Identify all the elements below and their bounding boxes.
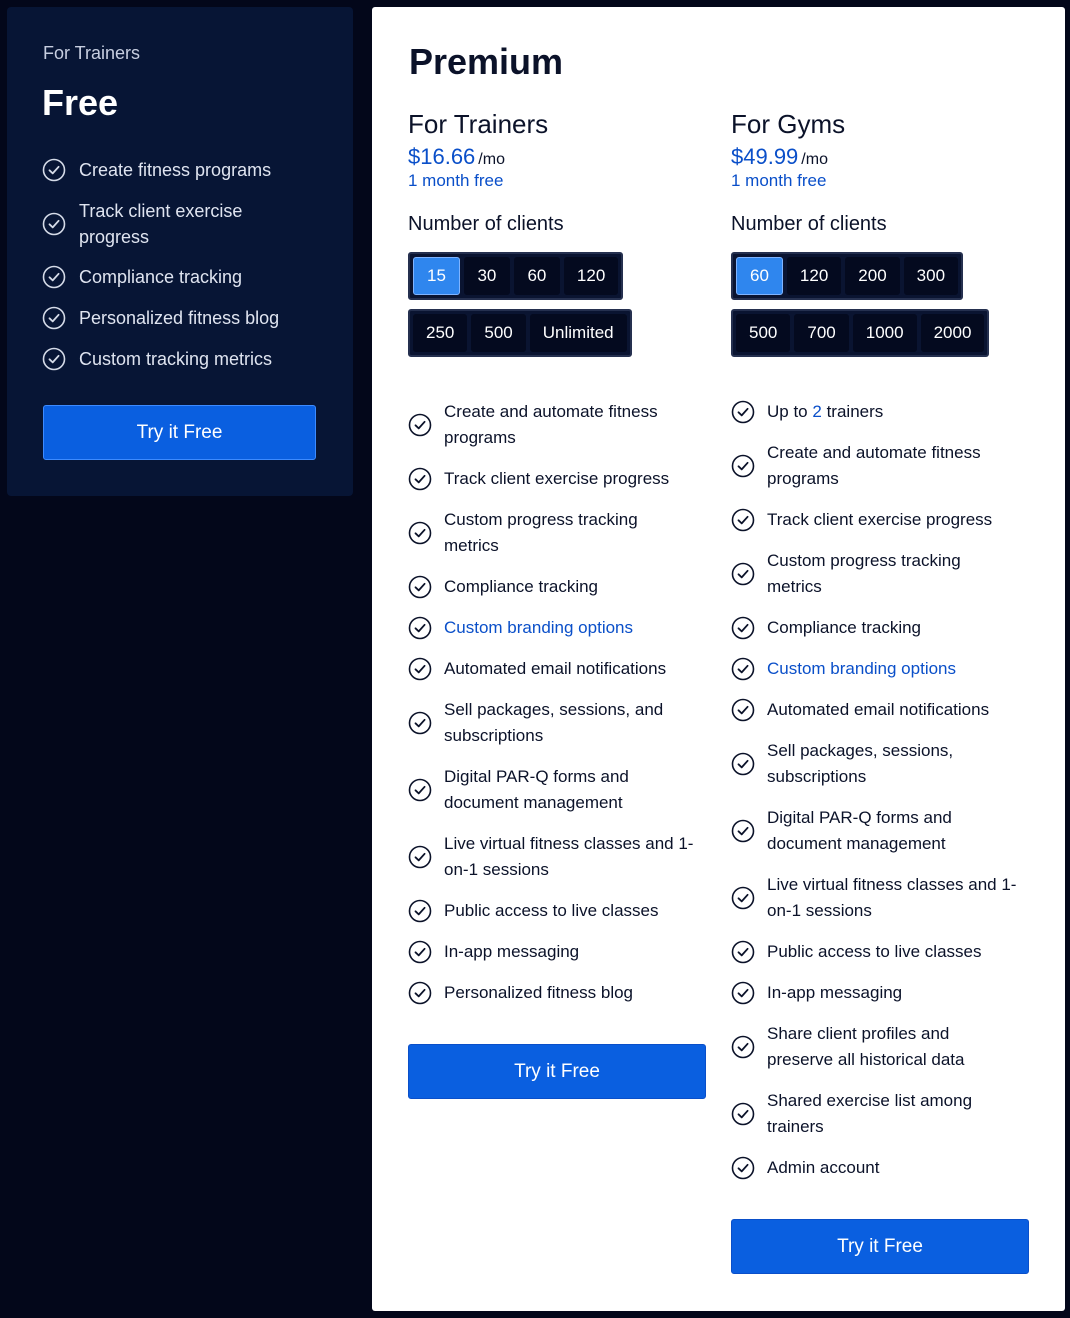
list-item — [42, 157, 342, 183]
feature-label: Compliance tracking — [444, 577, 599, 596]
check-circle-icon — [731, 886, 755, 910]
list-item — [731, 615, 1031, 641]
check-circle-icon — [731, 1035, 755, 1059]
gyms-period: /mo — [801, 151, 828, 168]
feature-label: Personalized fitness blog — [79, 308, 280, 328]
trainers-price-line — [408, 144, 708, 170]
check-circle-icon — [731, 657, 755, 681]
gyms-price: $49.99 — [731, 144, 799, 169]
client-option[interactable]: 300 — [904, 257, 958, 295]
free-feature-list — [42, 157, 342, 387]
premium-gyms-column — [731, 109, 1031, 1274]
check-circle-icon — [42, 212, 66, 236]
client-options-row — [408, 252, 623, 300]
list-item — [408, 399, 708, 451]
check-circle-icon — [408, 981, 432, 1005]
client-option[interactable]: 700 — [794, 314, 848, 352]
feature-label: Public access to live classes — [767, 942, 982, 961]
check-circle-icon — [408, 940, 432, 964]
feature-label: Custom progress tracking metrics — [767, 551, 961, 596]
list-item — [731, 399, 1031, 425]
check-circle-icon — [731, 616, 755, 640]
list-item — [408, 697, 708, 749]
gyms-try-button[interactable]: Try it Free — [731, 1219, 1029, 1274]
feature-label: Live virtual fitness classes and 1-on-1 sessions — [444, 834, 694, 879]
client-options-row — [731, 309, 989, 357]
feature-label: Custom tracking metrics — [79, 349, 273, 369]
feature-label: Sell packages, sessions, subscriptions — [767, 741, 954, 786]
gyms-feature-list — [731, 399, 1031, 1181]
check-circle-icon — [408, 575, 432, 599]
trainers-client-options — [408, 252, 708, 357]
list-item — [731, 1021, 1031, 1073]
trainers-price: $16.66 — [408, 144, 476, 169]
client-options-row — [731, 252, 963, 300]
feature-label: Admin account — [767, 1158, 880, 1177]
check-circle-icon — [731, 698, 755, 722]
list-item — [731, 1088, 1031, 1140]
list-item — [408, 615, 708, 641]
client-options-row — [408, 309, 632, 357]
trainer-limit-count: 2 — [812, 402, 822, 421]
list-item — [731, 507, 1031, 533]
feature-label: Compliance tracking — [767, 618, 922, 637]
list-item — [408, 831, 708, 883]
client-option[interactable]: 2000 — [921, 314, 985, 352]
feature-label: Automated email notifications — [767, 700, 990, 719]
client-option[interactable]: 1000 — [853, 314, 917, 352]
premium-trainers-column — [408, 109, 708, 1099]
client-option-selected[interactable]: 60 — [736, 257, 783, 295]
gyms-price-line — [731, 144, 1031, 170]
check-circle-icon — [731, 508, 755, 532]
list-item — [731, 805, 1031, 857]
client-option[interactable]: 120 — [564, 257, 618, 295]
list-item — [408, 574, 708, 600]
client-option[interactable]: Unlimited — [530, 314, 627, 352]
free-try-button[interactable]: Try it Free — [43, 405, 316, 460]
list-item — [731, 980, 1031, 1006]
trainer-limit-prefix: Up to — [767, 402, 808, 421]
list-item — [731, 872, 1031, 924]
list-item — [731, 440, 1031, 492]
feature-label: Compliance tracking — [79, 267, 243, 287]
feature-label: Digital PAR-Q forms and document management — [767, 808, 952, 853]
list-item — [731, 1155, 1031, 1181]
feature-label: In-app messaging — [767, 983, 903, 1002]
check-circle-icon — [42, 347, 66, 371]
list-item — [731, 697, 1031, 723]
check-circle-icon — [408, 845, 432, 869]
list-item — [408, 939, 708, 965]
check-circle-icon — [408, 657, 432, 681]
check-circle-icon — [408, 899, 432, 923]
check-circle-icon — [408, 778, 432, 802]
check-circle-icon — [408, 413, 432, 437]
free-plan-card — [7, 7, 353, 496]
gyms-heading: For Gyms — [731, 109, 846, 139]
trainers-promo: 1 month free — [408, 171, 504, 190]
premium-title: Premium — [409, 41, 564, 82]
trainers-feature-list — [408, 399, 708, 1006]
custom-branding-link[interactable]: Custom branding options — [444, 618, 634, 637]
check-circle-icon — [731, 981, 755, 1005]
check-circle-icon — [408, 616, 432, 640]
list-item — [731, 738, 1031, 790]
list-item — [731, 656, 1031, 682]
list-item — [731, 548, 1031, 600]
check-circle-icon — [408, 521, 432, 545]
client-option[interactable]: 200 — [845, 257, 899, 295]
check-circle-icon — [731, 1156, 755, 1180]
feature-label: Personalized fitness blog — [444, 983, 634, 1002]
list-item — [42, 346, 342, 372]
free-plan-title: Free — [42, 82, 119, 123]
feature-label: Create and automate fitness programs — [444, 402, 658, 447]
list-item — [42, 305, 342, 331]
list-item — [408, 466, 708, 492]
premium-plan-card — [372, 7, 1065, 1311]
list-item — [731, 939, 1031, 965]
check-circle-icon — [731, 819, 755, 843]
feature-label: In-app messaging — [444, 942, 580, 961]
free-plan-eyebrow: For Trainers — [43, 43, 141, 63]
check-circle-icon — [731, 752, 755, 776]
feature-label: Create and automate fitness programs — [767, 443, 981, 488]
client-option[interactable]: 500 — [471, 314, 525, 352]
feature-label: Track client exercise progress — [79, 201, 243, 247]
check-circle-icon — [408, 467, 432, 491]
check-circle-icon — [408, 711, 432, 735]
check-circle-icon — [42, 265, 66, 289]
feature-label: Sell packages, sessions, and subscriptions — [444, 700, 664, 745]
check-circle-icon — [42, 158, 66, 182]
client-option[interactable]: 500 — [736, 314, 790, 352]
trainers-period: /mo — [478, 151, 505, 168]
list-item — [408, 764, 708, 816]
list-item — [408, 980, 708, 1006]
feature-label: Create fitness programs — [79, 160, 272, 180]
feature-label: Share client profiles and preserve all historical data — [767, 1024, 965, 1069]
list-item — [42, 264, 342, 290]
client-option[interactable]: 30 — [464, 257, 510, 295]
client-option[interactable]: 250 — [413, 314, 467, 352]
trainers-heading: For Trainers — [408, 109, 549, 139]
trainer-limit-text — [767, 399, 883, 425]
check-circle-icon — [42, 306, 66, 330]
client-option[interactable]: 120 — [787, 257, 841, 295]
check-circle-icon — [731, 562, 755, 586]
client-option-selected[interactable]: 15 — [413, 257, 460, 295]
trainer-limit-suffix: trainers — [826, 402, 884, 421]
check-circle-icon — [731, 1102, 755, 1126]
list-item — [408, 898, 708, 924]
feature-label: Live virtual fitness classes and 1-on-1 sessions — [767, 875, 1017, 920]
gyms-promo: 1 month free — [731, 171, 827, 190]
feature-label: Digital PAR-Q forms and document management — [444, 767, 629, 812]
list-item — [42, 198, 292, 250]
feature-label: Shared exercise list among trainers — [767, 1091, 973, 1136]
feature-label: Automated email notifications — [444, 659, 667, 678]
feature-label: Track client exercise progress — [767, 510, 993, 529]
client-option[interactable]: 60 — [514, 257, 560, 295]
feature-label: Custom progress tracking metrics — [444, 510, 638, 555]
custom-branding-link[interactable]: Custom branding options — [767, 659, 957, 678]
gyms-clients-label: Number of clients — [731, 213, 887, 235]
list-item — [408, 507, 708, 559]
trainers-clients-label: Number of clients — [408, 213, 564, 235]
check-circle-icon — [731, 454, 755, 478]
check-circle-icon — [731, 400, 755, 424]
trainers-try-button[interactable]: Try it Free — [408, 1044, 706, 1099]
check-circle-icon — [731, 940, 755, 964]
feature-label: Track client exercise progress — [444, 469, 670, 488]
gyms-client-options — [731, 252, 1031, 357]
feature-label: Public access to live classes — [444, 901, 659, 920]
list-item — [408, 656, 708, 682]
